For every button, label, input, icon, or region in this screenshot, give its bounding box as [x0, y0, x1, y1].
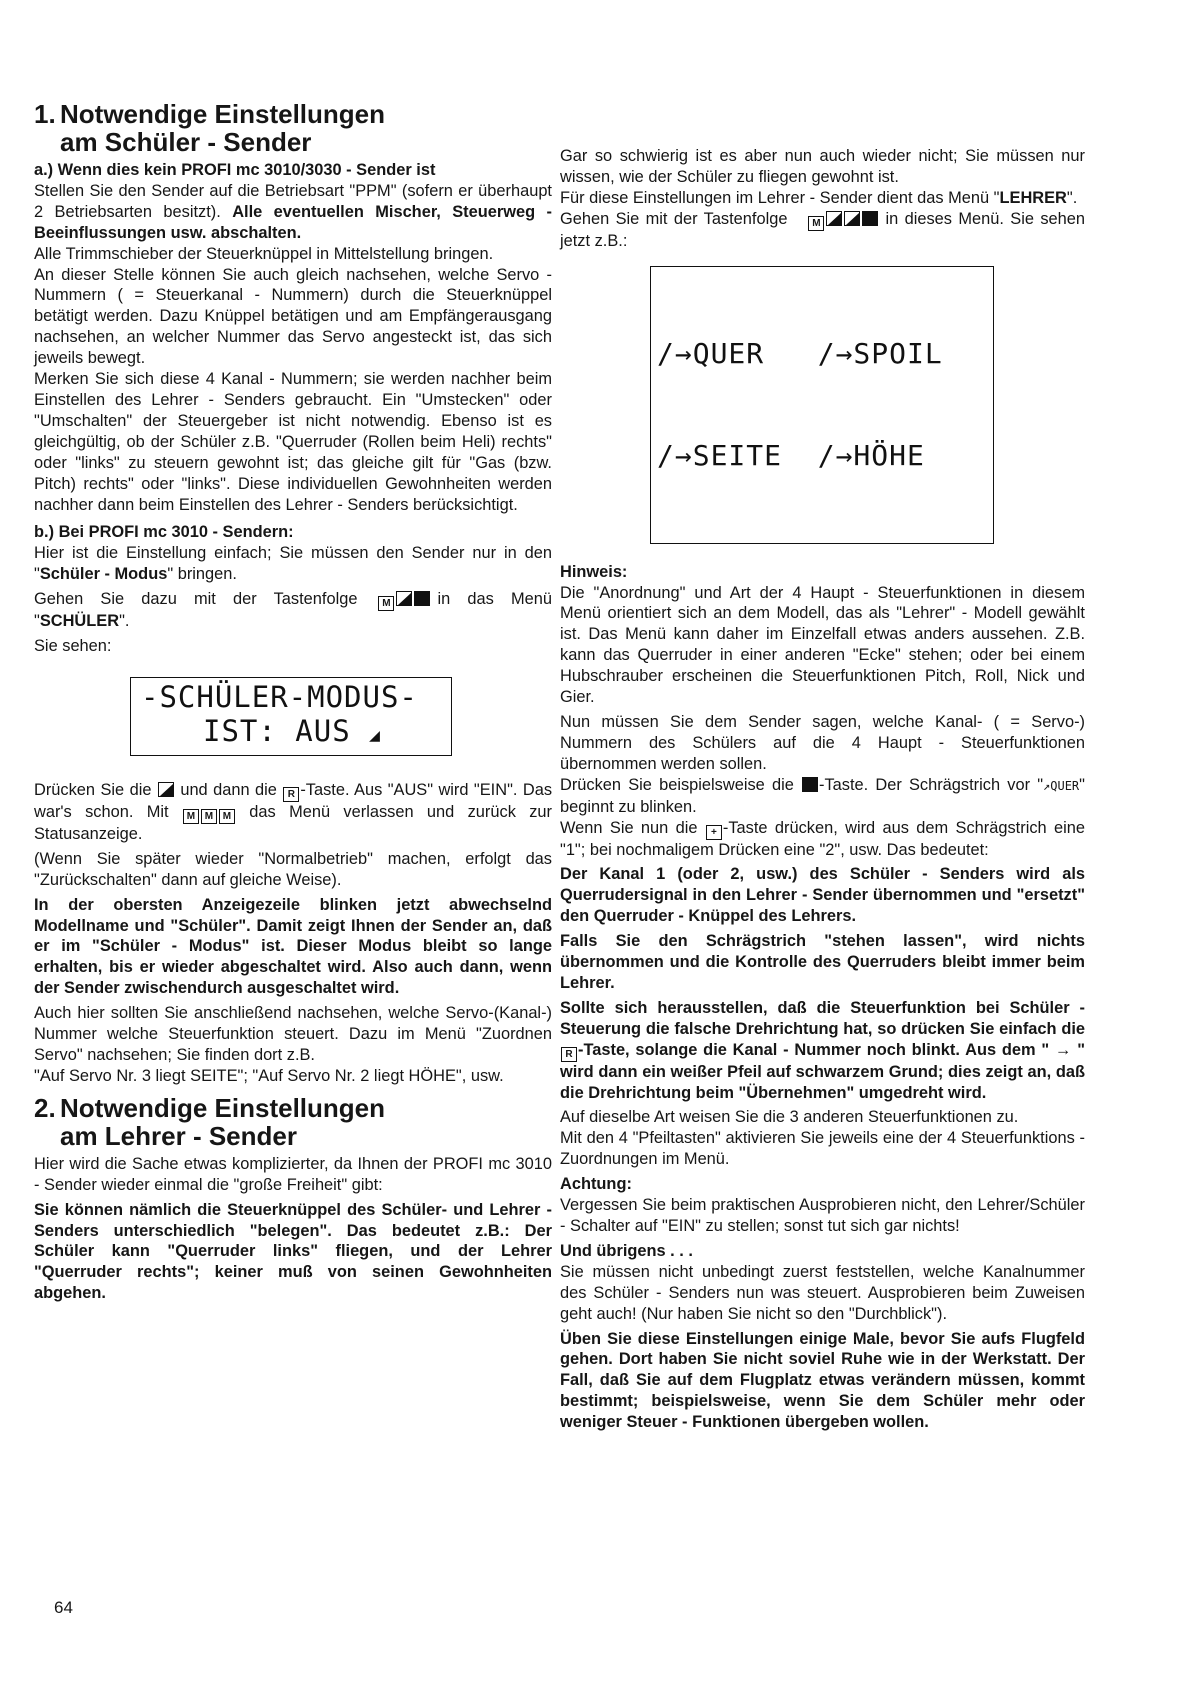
section1a-paragraph-1: Stellen Sie den Sender auf die Betriebsart "PPM" (sofern er überhaupt 2 Betriebsarten besitzt). Alle eventuellen Mischer, Steuerweg - Beeinflussungen usw. abschalten.	[34, 181, 552, 242]
left-arrow-key-icon	[414, 591, 430, 606]
right-arrow-key-icon	[396, 591, 412, 606]
plus-key-icon: +	[706, 825, 722, 840]
right-paragraph-3: Gehen Sie mit der Tastenfolge M in dieses Menü. Sie sehen jetzt z.B.:	[560, 209, 1085, 250]
right-arrow-key-icon	[158, 782, 174, 797]
section1b-paragraph-6: In der obersten Anzeigezeile blinken jetzt abwechselnd Modellname und "Schüler". Damit zeigt Ihnen der Sender an, daß er im "Schüler - Modus" ist. Dieser Modus bleibt so lange erhalten, bis er wieder abgeschaltet wird. Also auch dann, wenn der Sender zwischendurch ausgeschaltet wird.	[34, 895, 552, 998]
m-key-icon: M	[219, 809, 235, 824]
section1-title-line1: Notwendige Einstellungen	[60, 99, 386, 129]
r-key-icon: R	[283, 787, 299, 802]
right-paragraph-15: Üben Sie diese Einstellungen einige Male, bevor Sie aufs Flugfeld gehen. Dort haben Sie nicht soviel Ruhe wie in der Werkstatt. Der Fall, daß Sie auf dem Flugplatz etwas verändern müssen, kommt bestimmt; beispielsweise, wenn Sie dem Schüler mehr oder weniger Steuer - Funktionen übergeben wollen.	[560, 1329, 1085, 1432]
m-key-icon: M	[378, 596, 394, 611]
achtung-heading: Achtung:	[560, 1175, 632, 1194]
right-arrow-key-icon	[826, 211, 842, 226]
lcd-display-lehrer	[650, 266, 994, 544]
lcd-line-2: IST: AUS ◢	[203, 713, 381, 748]
left-arrow-key-icon	[802, 777, 818, 792]
right-paragraph-11: Auf dieselbe Art weisen Sie die 3 anderen Steuerfunktionen zu.	[560, 1108, 1019, 1127]
section1b-paragraph-8: "Auf Servo Nr. 3 liegt SEITE"; "Auf Servo Nr. 2 liegt HÖHE", usw.	[34, 1066, 504, 1085]
section1-title-line2: am Schüler - Sender	[60, 127, 312, 157]
section1b-paragraph-3: Sie sehen:	[34, 637, 112, 656]
right-paragraph-6: Drücken Sie beispielsweise die -Taste. Der Schrägstrich vor "↗QUER" beginnt zu blinken.	[560, 775, 1085, 816]
section1a-paragraph-2: Alle Trimmschieber der Steuerknüppel in Mittelstellung bringen.	[34, 244, 494, 263]
left-arrow-key-icon	[862, 211, 878, 226]
section2-paragraph-1: Hier wird die Sache etwas komplizierter, da Ihnen der PROFI mc 3010 - Sender wieder einmal die "große Freiheit" gibt:	[34, 1154, 552, 1194]
right-paragraph-7: Wenn Sie nun die + -Taste drücken, wird aus dem Schrägstrich eine "1"; bei nochmaligem Drücken eine "2", usw. Das bedeutet:	[560, 818, 1085, 859]
m-key-icon: M	[183, 809, 199, 824]
left-column	[34, 100, 552, 1304]
uebrigens-heading: Und übrigens . . .	[560, 1241, 693, 1260]
lcd-display-schueler-modus	[130, 677, 452, 756]
section1b-paragraph-7: Auch hier sollten Sie anschließend nachsehen, welche Servo-(Kanal-) Nummer welche Steuerfunktion steuert. Dazu im Menü "Zuordnen Servo" nachsehen; Sie finden dort z.B.	[34, 1004, 552, 1064]
m-key-icon: M	[808, 216, 824, 231]
r-key-icon: R	[561, 1047, 577, 1062]
section1a-heading: a.) Wenn dies kein PROFI mc 3010/3030 - Sender ist	[34, 161, 436, 179]
section1b-paragraph-4: Drücken Sie die und dann die R -Taste. Aus "AUS" wird "EIN". Das war's schon. Mit M M M das Menü verlassen und zurück zur Statusanzeige.	[34, 780, 553, 843]
section1b-paragraph-1: Hier ist die Einstellung einfach; Sie müssen den Sender nur in den "Schüler - Modus" bringen.	[34, 544, 552, 584]
lcd-line-1: -SCHÜLER-MODUS-	[141, 679, 418, 714]
right-paragraph-12: Mit den 4 "Pfeiltasten" aktivieren Sie jeweils eine der 4 Steuerfunktions - Zuordnungen im Menü.	[560, 1129, 1085, 1169]
lcd-line-2: /→SEITE /→HÖHE	[657, 438, 925, 472]
lcd-line-1: /→QUER /→SPOIL	[657, 336, 943, 370]
section2-title-line2: am Lehrer - Sender	[60, 1120, 297, 1151]
right-paragraph-2: Für diese Einstellungen im Lehrer - Sender dient das Menü "LEHRER".	[560, 188, 1078, 207]
section2-paragraph-2: Sie können nämlich die Steuerknüppel des Schüler- und Lehrer - Senders unterschiedlich "belegen". Das bedeutet z.B.: Der Schüler kann "Querruder links" fliegen, und der Lehrer "Querruder rechts"; keiner muß von seinen Gewohnheiten abgehen.	[34, 1200, 552, 1303]
section1-heading	[34, 100, 552, 156]
section1b-paragraph-5: (Wenn Sie später wieder "Normalbetrieb" machen, erfolgt das "Zurückschalten" dann auf gleiche Weise).	[34, 849, 552, 889]
section1b-heading: b.) Bei PROFI mc 3010 - Sendern:	[34, 523, 294, 542]
section2-title-line1: Notwendige Einstellungen	[60, 1092, 386, 1123]
right-paragraph-10: Sollte sich herausstellen, daß die Steuerfunktion bei Schüler - Steuerung die falsche Drehrichtung hat, so drücken Sie einfach die R -Taste, solange die Kanal - Nummer noch blinkt. Aus dem " → " wird dann ein weißer Pfeil auf schwarzem Grund; dies zeigt an, daß die Drehrichtung beim "Übernehmen" umgedreht wird.	[560, 998, 1085, 1102]
right-paragraph-4: Die "Anordnung" und Art der 4 Haupt - Steuerfunktionen in diesem Menü orientiert sich an dem Modell, das als "Lehrer" - Modell gewählt ist. Das Menü kann daher im Einzelfall etwas anders aussehen. Z.B. kann das Querruder in einer anderen "Ecke" stehen; oder bei einem Hubschrauber erscheinen die Steuerfunktionen Pitch, Roll, Nick und Gier.	[560, 583, 1085, 707]
section1a-paragraph-4: Merken Sie sich diese 4 Kanal - Nummern; sie werden nachher beim Einstellen des Lehrer - Senders gebraucht. Ein "Umstecken" oder "Umschalten" der Steuergeber ist nicht notwendig. Ebenso ist es gleichgültig, ob der Schüler z.B. "Querruder (Rollen beim Heli) rechts" oder "links" zu steuern gewohnt ist; das gleiche gilt für "Gas (bzw. Pitch) rechts" oder "links". Diese individuellen Gewohnheiten werden nachher dann beim Einstellen des Lehrer - Senders berücksichtigt.	[34, 370, 552, 514]
section1-number: 1.	[34, 99, 56, 129]
hinweis-heading: Hinweis:	[560, 562, 628, 581]
section2-heading	[34, 1094, 552, 1150]
right-paragraph-8: Der Kanal 1 (oder 2, usw.) des Schüler - Senders wird als Querrudersignal in den Lehrer - Sender übernommen und "ersetzt" den Querruder - Knüppel des Lehrers.	[560, 865, 1085, 926]
key-sequence-schueler	[377, 589, 431, 611]
right-paragraph-14: Sie müssen nicht unbedingt zuerst feststellen, welche Kanalnummer des Schüler - Senders nun was steuert. Ausprobieren beim Zuweisen geht auch! (Nur haben Sie nicht so den "Durchblick").	[560, 1262, 1085, 1323]
right-arrow-key-icon	[844, 211, 860, 226]
right-paragraph-13: Vergessen Sie beim praktischen Ausprobieren nicht, den Lehrer/Schüler - Schalter auf "EIN" zu stellen; sonst tut sich gar nichts!	[560, 1196, 1085, 1235]
cursor-icon: ◢	[369, 724, 381, 746]
right-paragraph-9: Falls Sie den Schrägstrich "stehen lassen", wird nichts übernommen und die Kontrolle des Querruders bleibt immer beim Lehrer.	[560, 932, 1085, 992]
right-paragraph-1: Gar so schwierig ist es aber nun auch wieder nicht; Sie müssen nur wissen, wie der Schüler zu fliegen gewohnt ist.	[560, 147, 1085, 186]
right-column	[560, 146, 1085, 1433]
m-key-icon: M	[201, 809, 217, 824]
section2-number: 2.	[34, 1092, 56, 1123]
key-sequence-lehrer	[807, 209, 879, 231]
section1a-paragraph-3: An dieser Stelle können Sie auch gleich nachsehen, welche Servo - Nummern ( = Steuerkanal - Nummern) durch die Steuerknüppel betätigt werden. Dazu Knüppel betätigen und am Empfängerausgang nachsehen, an welcher Nummer das Servo angesteckt ist, das sich jeweils bewegt.	[34, 265, 552, 368]
page-number: 64	[54, 1598, 73, 1617]
right-paragraph-5: Nun müssen Sie dem Sender sagen, welche Kanal- ( = Servo-) Nummern des Schülers auf die 4 Haupt - Steuerfunktionen übernommen werden sollen.	[560, 712, 1085, 773]
section1b-paragraph-2: Gehen Sie dazu mit der Tastenfolge M in das Menü "SCHÜLER".	[34, 590, 552, 631]
